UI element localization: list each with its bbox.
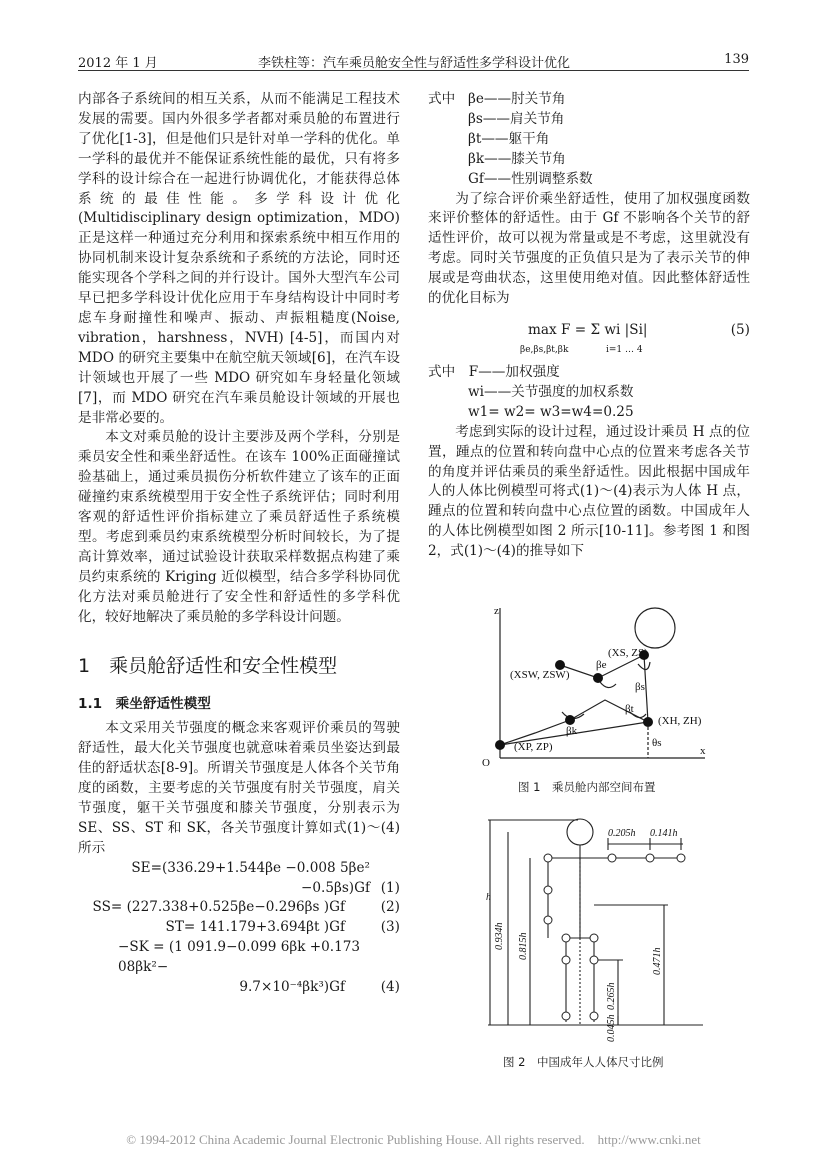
- eq-number: (2): [380, 899, 400, 916]
- eq-text: ST= 141.179+3.694βt )Gf: [165, 919, 345, 936]
- angle-be: [600, 682, 616, 688]
- equation-4-cont: [78, 978, 400, 998]
- copyright-footer: © 1994-2012 China Academic Journal Electronic Publishing House. All rights reserved. http://www.cnki.net: [126, 1132, 701, 1147]
- definition: Gf——性别调整系数: [468, 170, 593, 187]
- joint: [646, 854, 654, 862]
- eq-number: (1): [380, 879, 400, 896]
- equation-3: [78, 918, 400, 938]
- header-title: 李铁柱等：汽车乘员舱安全性与舒适性多学科设计优化: [258, 56, 571, 71]
- joint: [544, 886, 552, 894]
- eq-text: SE=(336.29+1.544βe −0.008 5βe² −0.5βs)Gf: [131, 859, 370, 896]
- definition: βs——肩关节角: [468, 110, 565, 127]
- label-bk: βk: [566, 725, 578, 737]
- label-e: 0.471h: [652, 947, 663, 975]
- figure-2-caption: 图 2 中国成年人人体尺寸比例: [503, 1055, 664, 1069]
- paragraph: 内部各子系统间的相互关系，从而不能满足工程技术发展的需要。国内外很多学者都对乘员舱的布置进行了优化[1-3]，但是他们只是针对单一学科的优化。单一学科的最优并不能保证系统性能的最优，只有将多学科的设计综合在一起进行协调优化，才能获得总体系统的最佳性能。多学科设计优化(Multidisciplinary design optimization，MDO)正是这样一种通过充分利用和探索系统中相互作用的协同机制来设计复杂系统和子系统的方法论，同时还能实现各个学科之间的并行设计。国外大型汽车公司早已把多学科设计优化应用于车身结构设计中同时考虑车身耐撞性和噪声、振动、声振粗糙度(Noise, vibration，harshness，NVH) [4-5]，而国内对 MDO 的研究主要集中在航空航天领域[6]，在汽车设计领域也开展了一些 MDO 研究如车身轻量化领域[7]，而 MDO 研究在汽车乘员舱设计领域的开展也是非常必要的。: [78, 91, 400, 426]
- eq-subscript: βe,βs,βt,βk: [520, 344, 569, 355]
- figure-1-caption: 图 1 乘员舱内部空间布置: [518, 780, 656, 794]
- label-o: O: [482, 757, 490, 769]
- joint: [677, 854, 685, 862]
- label-sw: (XSW, ZSW): [510, 669, 570, 681]
- left-column: [78, 90, 400, 998]
- figure-2-diagram: [468, 810, 718, 1045]
- equation-1: [78, 859, 400, 899]
- label-b: 0.141h: [650, 828, 678, 839]
- definition: w1= w2= w3=w4=0.25: [468, 403, 634, 420]
- equation-2: [78, 898, 400, 918]
- paragraph: 考虑到实际的设计过程，通过设计乘员 H 点的位置，踵点的位置和转向盘中心点的位置来考虑各关节的角度并评估乘员的乘坐舒适性。因此根据中国成年人的人体比例模型可将式(1)～(4)表示为人体 H 点，踵点的位置和转向盘中心点位置的函数。中国成年人的人体比例模型如图 2 所示[10-11]。参考图 1 和图 2，式(1)～(4)的推导如下: [428, 423, 750, 560]
- eq-number: (4): [380, 979, 400, 996]
- joint: [562, 1012, 570, 1020]
- elbow-point: [593, 673, 603, 683]
- joint: [562, 934, 570, 942]
- header-date: 2012 年 1 月: [78, 56, 158, 71]
- definition: 式中 F——加权强度: [428, 363, 560, 380]
- label-x: x: [700, 745, 706, 757]
- where-label: 式中: [428, 91, 456, 107]
- eq-number: (5): [730, 321, 750, 338]
- equation-5: [428, 313, 750, 359]
- head-circle: [567, 819, 593, 845]
- label-s: (XS, ZS): [608, 647, 648, 659]
- label-bt: βt: [625, 703, 634, 715]
- definition: wi——关节强度的加权系数: [468, 383, 634, 400]
- section-heading: 1 乘员舱舒适性和安全性模型: [78, 655, 338, 678]
- label-f: 0.265h: [606, 982, 617, 1010]
- eq-text: −SK = (1 091.9−0.099 6βk +0.173 08βk²−: [118, 939, 361, 976]
- label-theta: θs: [652, 737, 662, 749]
- definition: βk——膝关节角: [468, 150, 566, 167]
- running-header: [78, 48, 749, 71]
- joint: [544, 916, 552, 924]
- h-point: [643, 717, 653, 727]
- eq-text: max F = Σ wi |Si|: [528, 321, 648, 338]
- paragraph: 本文对乘员舱的设计主要涉及两个学科，分别是乘员安全性和乘坐舒适性。在该车 100%正面碰撞试验基础上，通过乘员损伤分析软件建立了该车的正面碰撞约束系统模型用于安全性子系统评估；同时利用客观的舒适性评价指标建立了乘员舒适性子系统模型。考虑到乘员约束系统模型分析时间较长，为了提高计算效率，通过试验设计获取采样数据点构建了乘员约束系统的 Kriging 近似模型，结合多学科协同优化方法对乘员舱进行了安全性和舒适性的多学科优化，较好地解决了乘员舱的多学科设计问题。: [78, 429, 400, 625]
- label-z: z: [494, 605, 499, 617]
- page-number: 139: [724, 52, 749, 67]
- equation-4: [78, 938, 400, 978]
- label-be: βe: [596, 659, 607, 671]
- eq-limits: i=1 … 4: [606, 344, 643, 355]
- joint: [590, 1012, 598, 1020]
- joint: [590, 956, 598, 964]
- knee-point: [565, 715, 575, 725]
- label-bs: βs: [635, 681, 645, 693]
- label-c: 0.934h: [494, 922, 505, 950]
- paragraph: 为了综合评价乘坐舒适性，使用了加权强度函数来评价整体的舒适性。由于 Gf 不影响各个关节的舒适性评价，故可以视为常量或是不考虑，这里就没有考虑。同时关节强度的正负值只是为了表示关节的伸展或是弯曲状态，这里使用绝对值。因此整体舒适性的优化目标为: [428, 190, 750, 307]
- heel-point: [495, 740, 505, 750]
- joint: [590, 934, 598, 942]
- paragraph: 本文采用关节强度的概念来客观评价乘员的驾驶舒适性，最大化关节强度也就意味着乘员坐姿达到最佳的舒适状态[8-9]。所谓关节强度是人体各个关节角度的函数，主要考虑的关节强度有肘关节强度，肩关节强度，躯干关节强度和膝关节强度，分别表示为 SE、SS、ST 和 SK，各关节强度计算如式(1)～(4)所示: [78, 720, 400, 856]
- subsection-heading: 1.1 乘坐舒适性模型: [78, 696, 211, 713]
- definition: βe——肘关节角: [468, 91, 566, 107]
- eq-number: (3): [380, 919, 400, 936]
- head-circle: [635, 608, 675, 648]
- right-column: [428, 90, 750, 562]
- eq-text: 9.7×10⁻⁴βk³)Gf: [239, 979, 345, 996]
- eq-text: SS= (227.338+0.525βe−0.296βs )Gf: [92, 899, 345, 916]
- label-g: 0.045h: [606, 1014, 617, 1042]
- label-h: h: [486, 892, 491, 903]
- label-h: (XH, ZH): [658, 715, 702, 727]
- joint: [562, 956, 570, 964]
- label-p: (XP, ZP): [514, 741, 553, 753]
- label-d: 0.815h: [518, 932, 529, 960]
- figure-1-diagram: [480, 600, 710, 770]
- joint: [608, 854, 616, 862]
- definition: βt——躯干角: [468, 130, 550, 147]
- label-a: 0.205h: [608, 828, 636, 839]
- joint: [544, 854, 552, 862]
